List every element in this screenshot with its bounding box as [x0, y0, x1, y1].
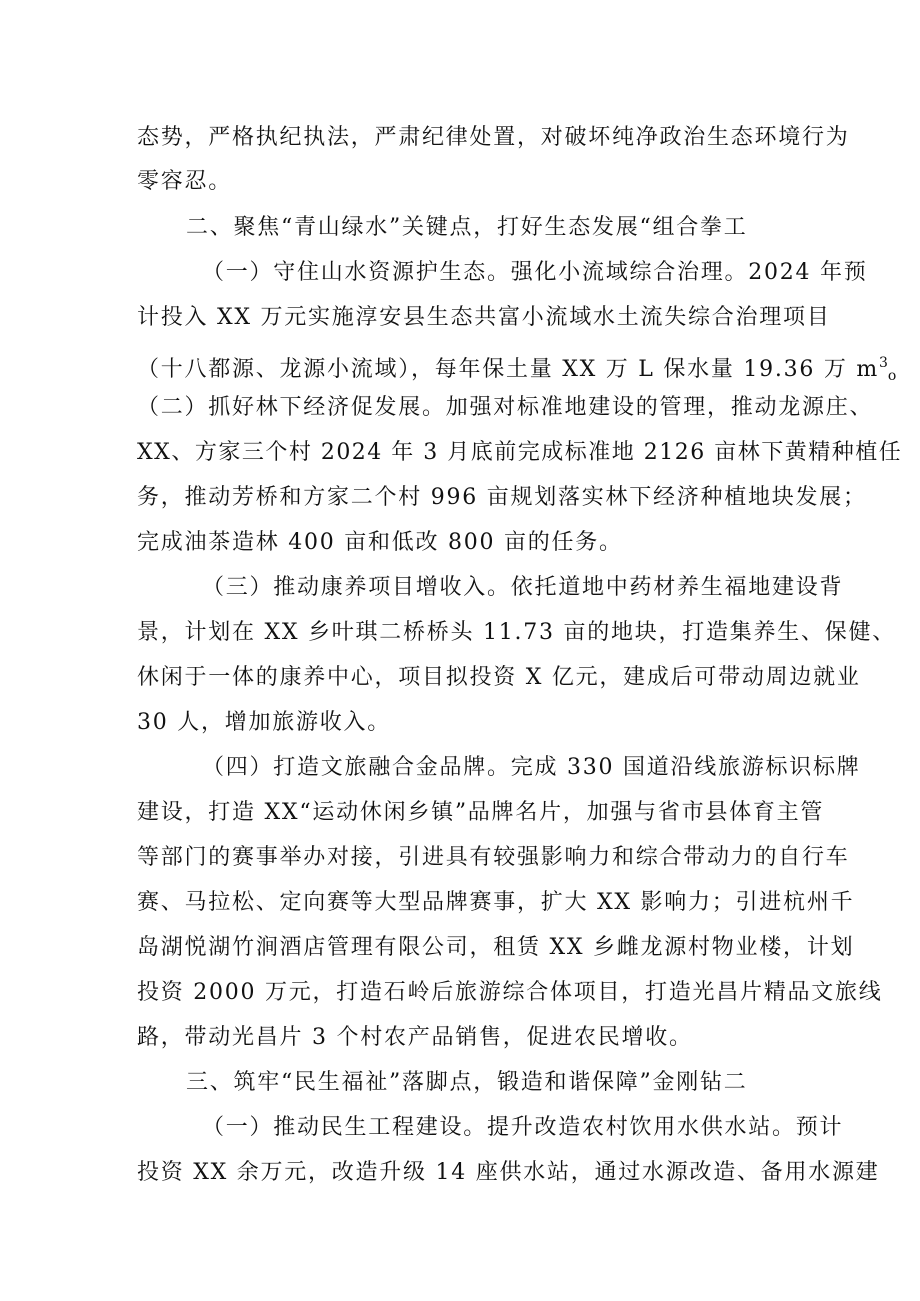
line-text: （十八都源、龙源小流域），每年保土量 XX 万 L 保水量 19.36 万 m [137, 357, 879, 382]
paragraph-line: 休闲于一体的康养中心，项目拟投资 X 亿元，建成后可带动周边就业 [137, 665, 861, 690]
paragraph-line: 30 人，增加旅游收入。 [137, 710, 391, 735]
paragraph-line: （四）打造文旅融合金品牌。完成 330 国道沿线旅游标识标牌 [202, 755, 861, 780]
section-heading: 三、筑牢“民生福祉”落脚点，锻造和谐保障”金刚钻二 [186, 1070, 748, 1095]
paragraph-line: 路，带动光昌片 3 个村农产品销售，促进农民增收。 [137, 1025, 693, 1050]
unit-superscript: 3 [878, 355, 888, 371]
paragraph-line: 赛、马拉松、定向赛等大型品牌赛事，扩大 XX 影响力；引进杭州千 [137, 890, 855, 915]
paragraph-line: XX、方家三个村 2024 年 3 月底前完成标准地 2126 亩林下黄精种植任 [137, 440, 903, 465]
paragraph-line: 岛湖悦湖竹涧酒店管理有限公司，租赁 XX 乡雌龙源村物业楼，计划 [137, 935, 855, 960]
paragraph-line [137, 348, 896, 391]
paragraph-line: 态势，严格执纪执法，严肃纪律处置，对破坏纯净政治生态环境行为 [137, 125, 850, 150]
paragraph-line: 零容忍。 [137, 169, 233, 194]
paragraph-line: 完成油茶造林 400 亩和低改 800 亩的任务。 [137, 530, 623, 555]
paragraph-line: （二）抓好林下经济促发展。加强对标准地建设的管理，推动龙源庄、 [137, 395, 874, 420]
unit-trailing-mark: o [887, 368, 897, 384]
paragraph-line: 计投入 XX 万元实施淳安县生态共富小流域水土流失综合治理项目 [137, 305, 831, 330]
section-heading: 二、聚焦“青山绿水”关键点，打好生态发展“组合拳工 [186, 215, 748, 240]
paragraph-line: （一）守住山水资源护生态。强化小流域综合治理。2024 年预 [202, 260, 868, 285]
paragraph-line: 务，推动芳桥和方家二个村 996 亩规划落实林下经济种植地块发展； [137, 485, 867, 510]
paragraph-line: （三）推动康养项目增收入。依托道地中药材养生福地建设背 [202, 575, 844, 600]
paragraph-line: （一）推动民生工程建设。提升改造农村饮用水供水站。预计 [202, 1115, 844, 1140]
paragraph-line: 景，计划在 XX 乡叶琪二桥桥头 11.73 亩的地块，打造集养生、保健、 [137, 620, 897, 645]
paragraph-line: 等部门的赛事举办对接，引进具有较强影响力和综合带动力的自行车 [137, 845, 850, 870]
paragraph-line: 建设，打造 XX“运动休闲乡镇”品牌名片，加强与省市县体育主管 [137, 800, 825, 825]
paragraph-line: 投资 XX 余万元，改造升级 14 座供水站，通过水源改造、备用水源建 [137, 1160, 880, 1185]
paragraph-line: 投资 2000 万元，打造石岭后旅游综合体项目，打造光昌片精品文旅线 [137, 980, 883, 1005]
